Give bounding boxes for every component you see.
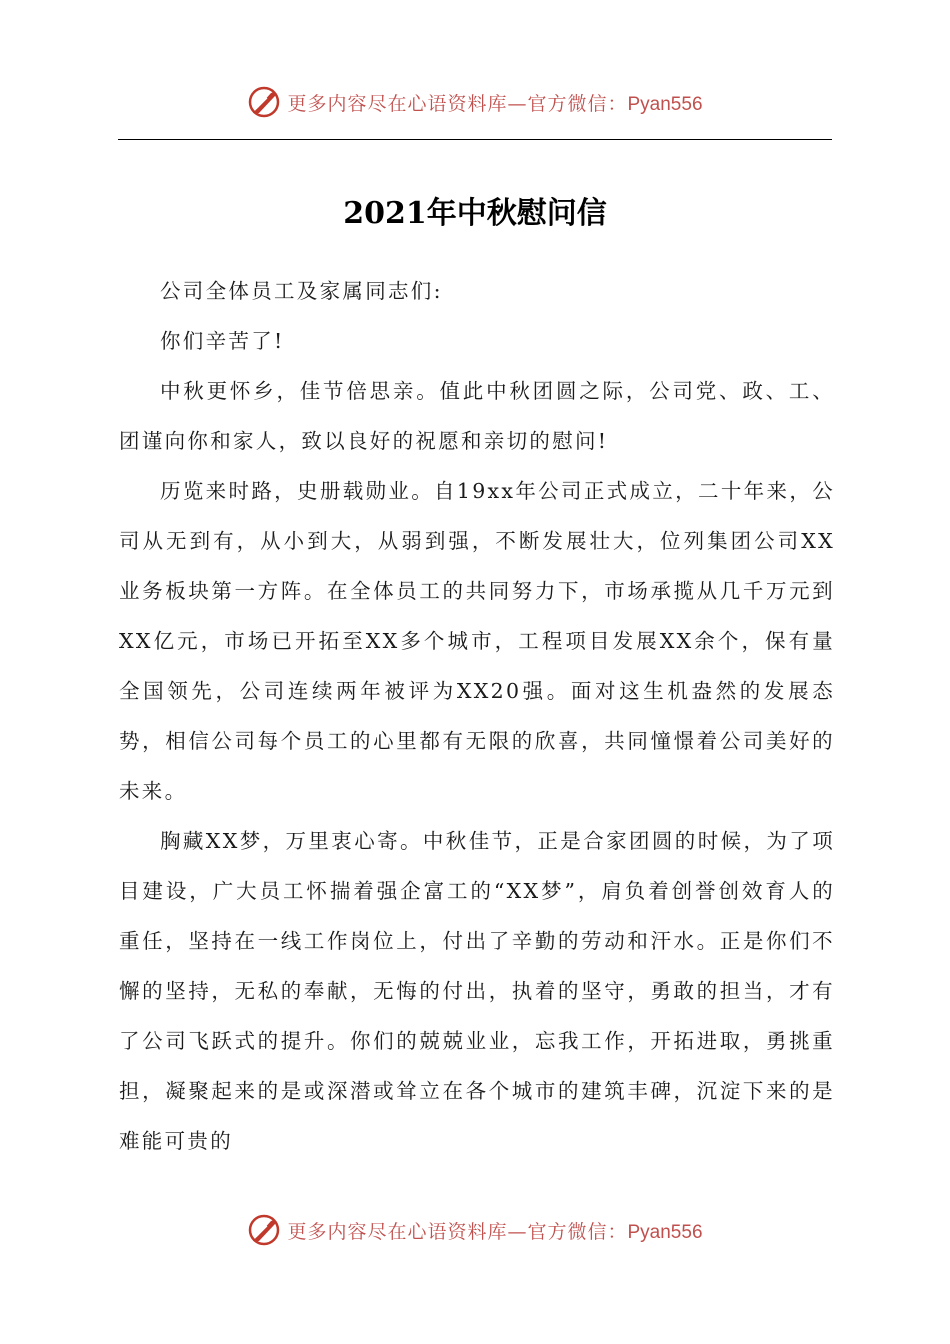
header-divider xyxy=(118,139,832,140)
header-banner-text: 更多内容尽在心语资料库—官方微信：Pyan556 xyxy=(287,92,703,115)
greeting: 你们辛苦了! xyxy=(160,329,285,353)
header-wechat-id: Pyan556 xyxy=(627,93,703,115)
header-banner xyxy=(0,82,950,122)
quill-pen-logo-icon xyxy=(247,85,281,119)
paragraph: 历览来时路，史册载勋业。自19xx年公司正式成立，二十年来，公司从无到有，从小到大，从弱到强，不断发展壮大，位列集团公司XX业务板块第一方阵。在全体员工的共同努力下，市场承揽从几千万元到XX亿元，市场已开拓至XX多个城市，工程项目发展XX余个，保有量全国领先，公司连续两年被评为XX20强。面对这生机盎然的发展态势，相信公司每个员工的心里都有无限的欣喜，共同憧憬着公司美好的未来。 xyxy=(119,479,835,803)
paragraph: 胸藏XX梦，万里衷心寄。中秋佳节，正是合家团圆的时候，为了项目建设，广大员工怀揣着强企富工的“XX梦”，肩负着创誉创效育人的重任，坚持在一线工作岗位上，付出了辛勤的劳动和汗水。正是你们不懈的坚持，无私的奉献，无悔的付出，执着的坚守，勇敢的担当，才有了公司飞跃式的提升。你们的兢兢业业，忘我工作，开拓进取，勇挑重担，凝聚起来的是或深潜或耸立在各个城市的建筑丰碑，沉淀下来的是难能可贵的 xyxy=(119,829,835,1153)
salutation: 公司全体员工及家属同志们: xyxy=(160,279,443,303)
footer-banner xyxy=(0,1210,950,1250)
quill-pen-logo-icon xyxy=(247,1213,281,1247)
footer-banner-text: 更多内容尽在心语资料库—官方微信：Pyan556 xyxy=(287,1220,703,1243)
document-body xyxy=(119,266,835,1166)
paragraph: 中秋更怀乡，佳节倍思亲。值此中秋团圆之际，公司党、政、工、团谨向你和家人，致以良好的祝愿和亲切的慰问! xyxy=(119,379,835,453)
document-title: 2021年中秋慰问信 xyxy=(343,196,607,231)
footer-wechat-id: Pyan556 xyxy=(627,1221,703,1243)
